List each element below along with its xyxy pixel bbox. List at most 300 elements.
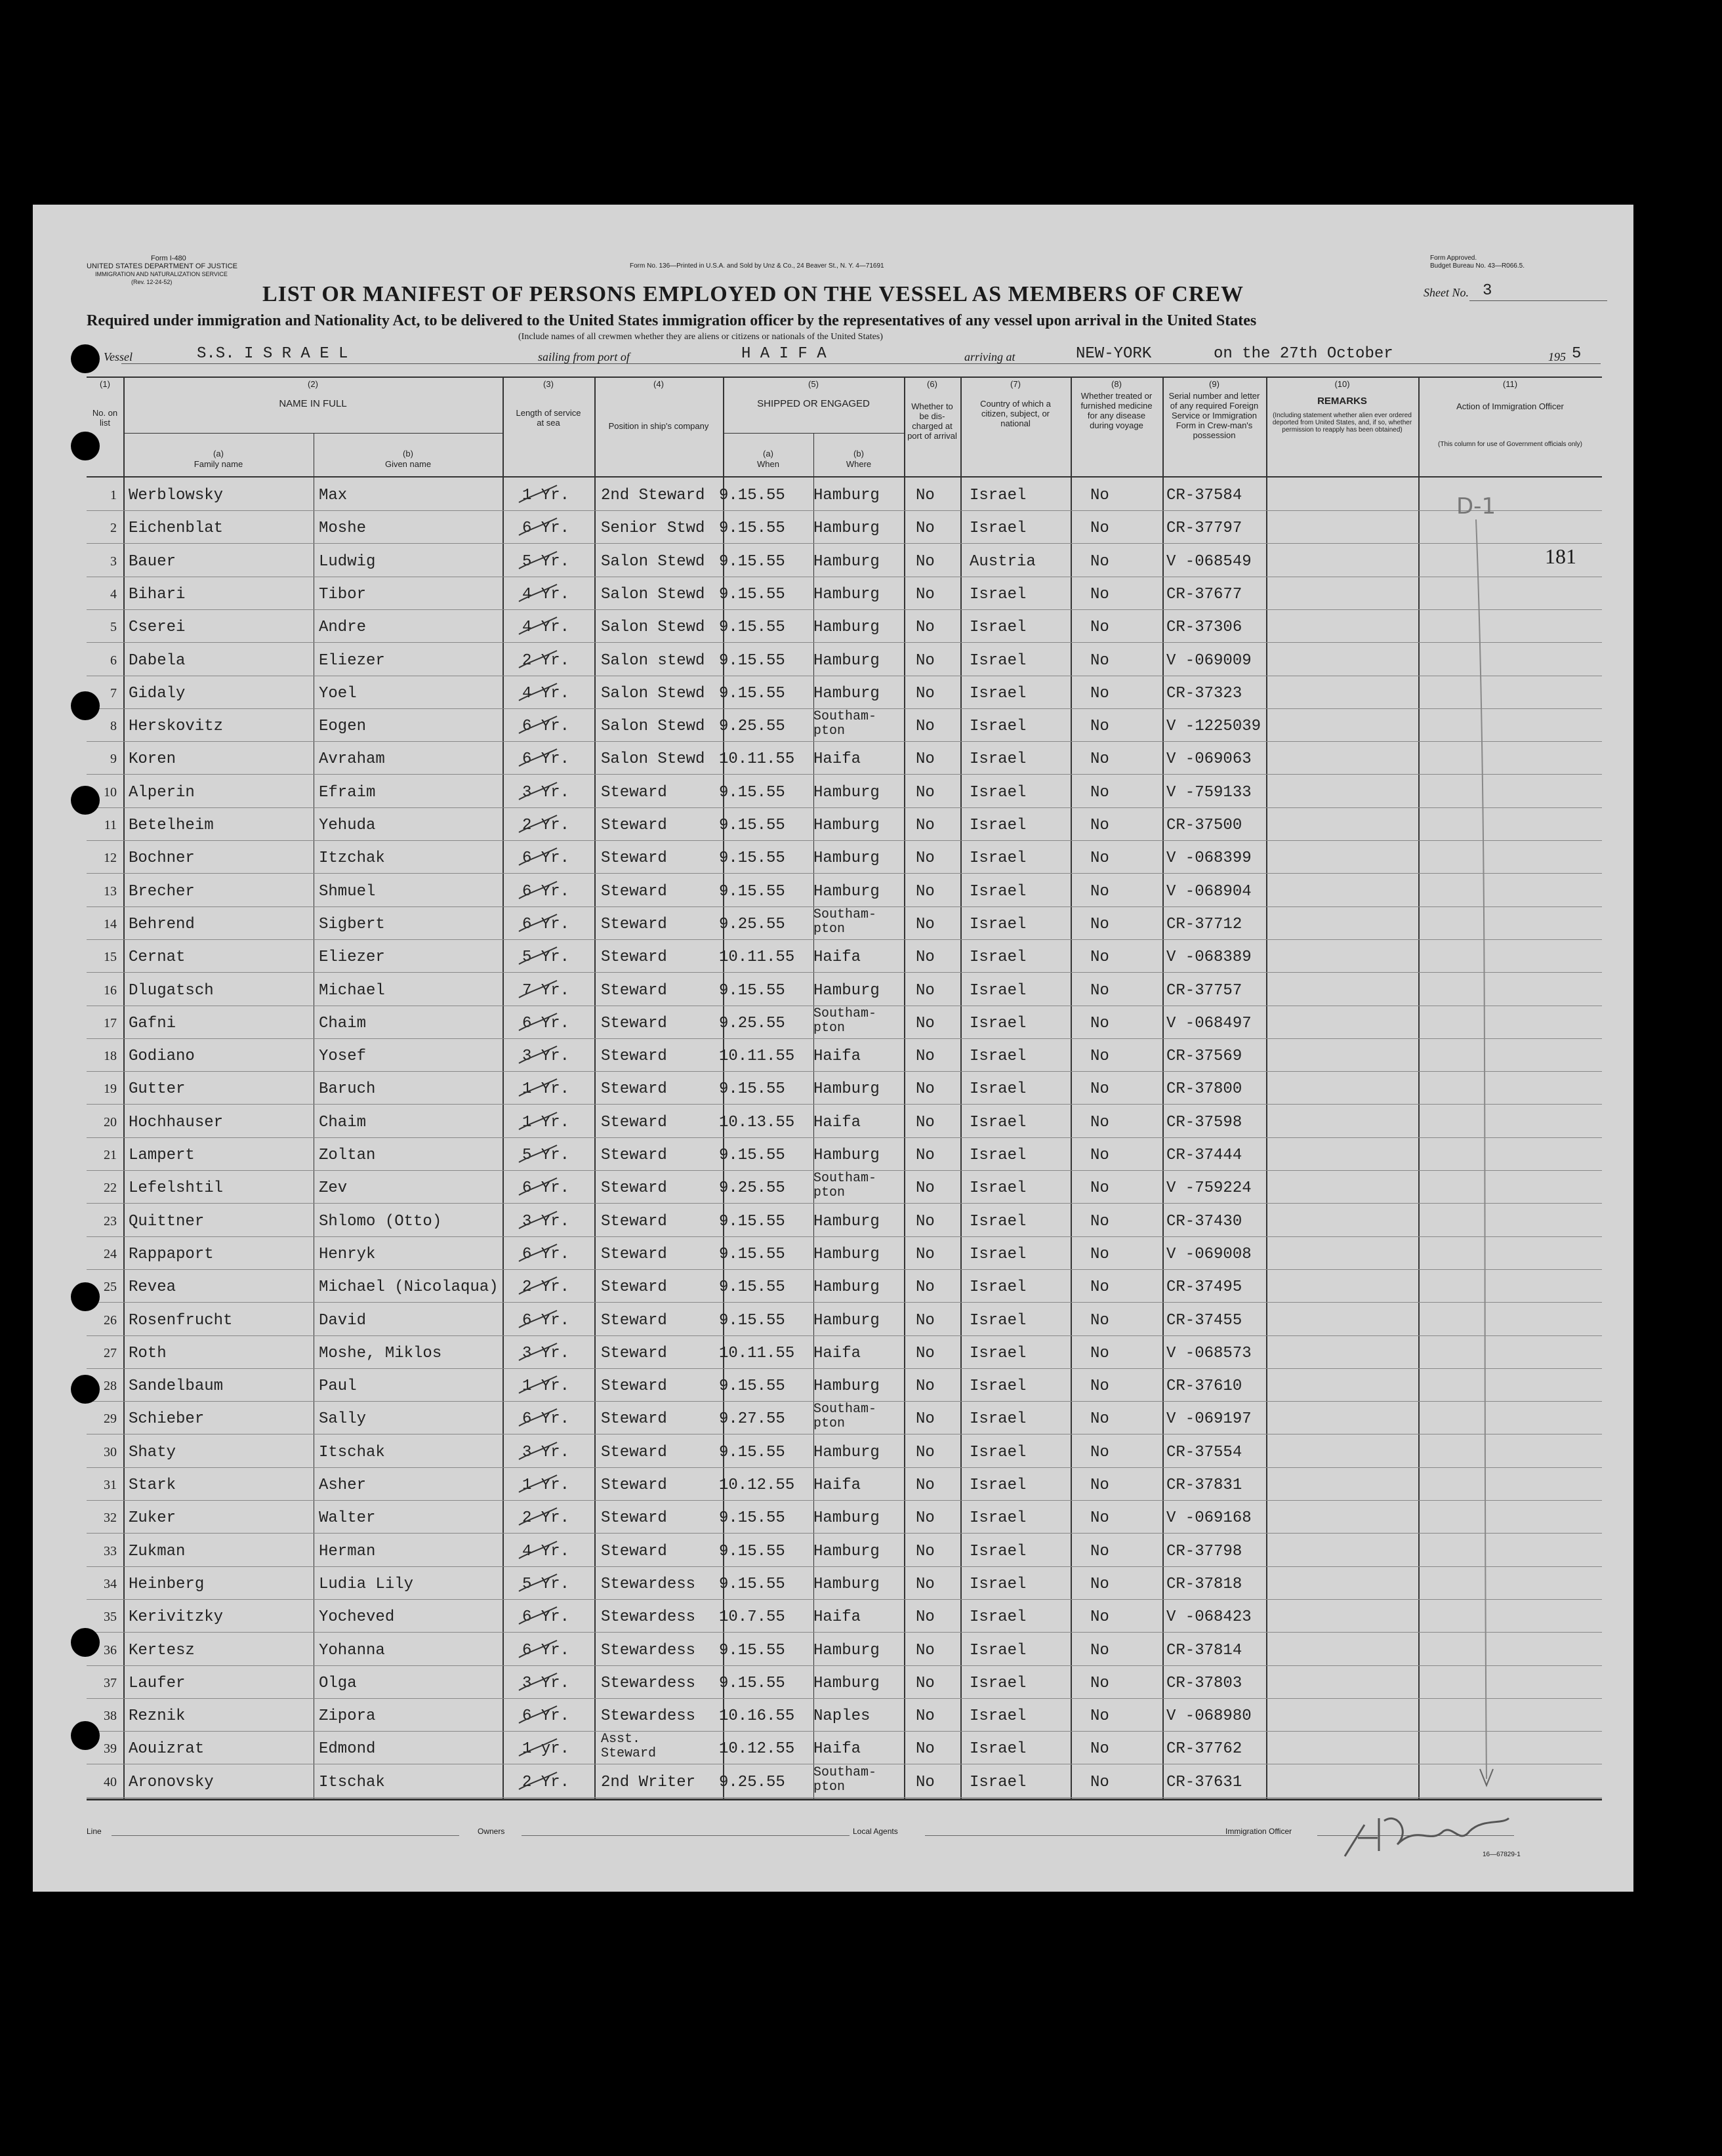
row-number: 14 — [104, 916, 117, 931]
when-cell: 9.15.55 — [719, 1674, 785, 1692]
country-cell: Israel — [970, 783, 1027, 802]
length-cell: 1 yr. — [522, 1740, 570, 1759]
col-name-heading: NAME IN FULL — [279, 398, 347, 409]
serial-cell: CR-37306 — [1166, 619, 1242, 637]
medicine-cell: No — [1090, 783, 1109, 802]
when-cell: 10.13.55 — [719, 1113, 795, 1131]
name-subheader-line — [123, 433, 502, 434]
length-cell: 1 Yr. — [522, 487, 570, 504]
family-name-cell: Rosenfrucht — [129, 1311, 233, 1330]
medicine-cell: No — [1090, 487, 1109, 504]
where-cell: Hamburg — [813, 1377, 880, 1396]
table-row — [33, 1402, 1633, 1435]
country-cell: Israel — [970, 1179, 1027, 1198]
punch-hole — [71, 344, 100, 373]
country-cell: Israel — [970, 981, 1027, 1000]
family-name-cell: Bochner — [129, 849, 195, 868]
row-number: 19 — [104, 1082, 117, 1097]
position-cell: 2nd Steward — [601, 487, 705, 504]
check-mark-icon — [515, 1209, 561, 1231]
check-mark-icon — [515, 1341, 561, 1363]
given-name-cell: Yoel — [319, 684, 357, 702]
position-cell: Stewardess — [601, 1575, 696, 1593]
given-name-cell: Max — [319, 487, 348, 504]
family-name-cell: Heinberg — [129, 1575, 205, 1593]
discharged-cell: No — [916, 1608, 935, 1627]
country-cell: Israel — [970, 1377, 1027, 1396]
check-mark-icon — [515, 978, 561, 1000]
table-row — [33, 1072, 1633, 1105]
footer-agents-label: Local Agents — [853, 1827, 898, 1836]
given-name-cell: Itschak — [319, 1773, 385, 1791]
given-name-cell: Tibor — [319, 585, 367, 603]
sheet-label: Sheet No. — [1424, 286, 1469, 299]
country-cell: Israel — [970, 1707, 1027, 1726]
country-cell: Israel — [970, 585, 1027, 603]
length-cell: 6 Yr. — [522, 1014, 570, 1032]
medicine-cell: No — [1090, 1509, 1109, 1528]
manifest-title: LIST OR MANIFEST OF PERSONS EMPLOYED ON THE VESSEL AS MEMBERS OF CREW — [262, 282, 1244, 306]
discharged-cell: No — [916, 718, 935, 736]
serial-cell: V -068549 — [1166, 552, 1252, 571]
form-approved: Form Approved. — [1430, 254, 1477, 262]
where-cell: Hamburg — [813, 585, 880, 603]
row-divider — [87, 741, 1602, 742]
given-name-cell: Sally — [319, 1410, 367, 1429]
country-cell: Israel — [970, 718, 1027, 736]
row-divider — [87, 1533, 1602, 1534]
serial-cell: V -068573 — [1166, 1344, 1252, 1362]
position-cell: 2nd Writer — [601, 1773, 696, 1791]
check-mark-icon — [515, 945, 561, 967]
position-cell: Stewardess — [601, 1641, 696, 1659]
given-name-cell: Edmond — [319, 1740, 376, 1759]
medicine-cell: No — [1090, 1443, 1109, 1461]
country-cell: Israel — [970, 1542, 1027, 1560]
medicine-cell: No — [1090, 882, 1109, 901]
manifest-sheet — [33, 205, 1633, 1892]
given-name-cell: Michael (Nicolaqua) — [319, 1278, 499, 1297]
length-cell: 2 Yr. — [522, 1773, 570, 1791]
where-cell: Hamburg — [813, 817, 880, 834]
medicine-cell: No — [1090, 915, 1109, 933]
where-cell: Haifa — [813, 1113, 861, 1131]
table-row — [33, 1501, 1633, 1534]
discharged-cell: No — [916, 1113, 935, 1131]
when-cell: 10.12.55 — [719, 1740, 795, 1759]
given-name-cell: Itzchak — [319, 849, 385, 868]
discharged-cell: No — [916, 948, 935, 967]
pencil-arrow-line — [1463, 519, 1502, 1818]
position-cell: Asst. Steward — [601, 1732, 657, 1762]
length-cell: 3 Yr. — [522, 1674, 570, 1692]
row-divider — [87, 1500, 1602, 1501]
country-cell: Israel — [970, 750, 1027, 769]
family-name-cell: Behrend — [129, 915, 195, 933]
family-name-cell: Zuker — [129, 1509, 176, 1528]
row-divider — [87, 1368, 1602, 1369]
row-number: 39 — [104, 1741, 117, 1757]
length-cell: 6 Yr. — [522, 1410, 570, 1429]
given-name-cell: Yosef — [319, 1047, 367, 1066]
where-cell: Hamburg — [813, 487, 880, 504]
when-cell: 9.15.55 — [719, 552, 785, 571]
serial-cell: CR-37610 — [1166, 1377, 1242, 1396]
row-divider — [87, 642, 1602, 643]
country-cell: Israel — [970, 948, 1027, 967]
discharged-cell: No — [916, 619, 935, 637]
country-cell: Israel — [970, 1147, 1027, 1164]
check-mark-icon — [515, 1604, 561, 1627]
where-cell: Hamburg — [813, 882, 880, 901]
table-row — [33, 1337, 1633, 1370]
table-row — [33, 776, 1633, 809]
country-cell: Israel — [970, 1113, 1027, 1131]
row-divider — [87, 1566, 1602, 1567]
check-mark-icon — [515, 1671, 561, 1693]
check-mark-icon — [515, 912, 561, 934]
arrival-date: on the 27th October — [1214, 345, 1393, 363]
family-name-cell: Hochhauser — [129, 1113, 224, 1131]
discharged-cell: No — [916, 750, 935, 769]
row-number: 3 — [110, 554, 117, 569]
country-cell: Israel — [970, 1443, 1027, 1461]
sheet-number: 3 — [1483, 282, 1492, 300]
discharged-cell: No — [916, 1278, 935, 1297]
serial-cell: CR-37598 — [1166, 1113, 1242, 1131]
row-divider — [87, 543, 1602, 544]
medicine-cell: No — [1090, 1773, 1109, 1791]
country-cell: Israel — [970, 619, 1027, 637]
punch-hole — [71, 786, 100, 815]
table-row — [33, 512, 1633, 544]
check-mark-icon — [515, 1076, 561, 1099]
country-cell: Israel — [970, 817, 1027, 834]
length-cell: 2 Yr. — [522, 817, 570, 834]
check-mark-icon — [515, 1736, 561, 1759]
family-name-cell: Sandelbaum — [129, 1377, 224, 1396]
where-cell: Hamburg — [813, 1245, 880, 1263]
col1-number: (1) — [100, 379, 110, 389]
serial-cell: CR-37584 — [1166, 487, 1242, 504]
punch-hole — [71, 691, 100, 720]
when-cell: 9.15.55 — [719, 783, 785, 802]
table-row — [33, 1699, 1633, 1732]
given-name-cell: Herman — [319, 1542, 376, 1560]
check-mark-icon — [515, 1274, 561, 1297]
where-cell: Southam-pton — [813, 906, 877, 937]
discharged-cell: No — [916, 1509, 935, 1528]
when-cell: 9.15.55 — [719, 1575, 785, 1593]
given-name-cell: Zipora — [319, 1707, 376, 1726]
country-cell: Israel — [970, 1311, 1027, 1330]
medicine-cell: No — [1090, 1179, 1109, 1198]
row-divider — [87, 1467, 1602, 1468]
length-cell: 6 Yr. — [522, 718, 570, 736]
discharged-cell: No — [916, 1080, 935, 1099]
footer-owners-underline — [522, 1835, 850, 1836]
given-b-label: (b) — [403, 449, 413, 458]
length-cell: 5 Yr. — [522, 1147, 570, 1164]
length-cell: 1 Yr. — [522, 1080, 570, 1099]
medicine-cell: No — [1090, 1245, 1109, 1263]
serial-cell: V -069197 — [1166, 1410, 1252, 1429]
family-name-cell: Quittner — [129, 1212, 205, 1231]
medicine-cell: No — [1090, 519, 1109, 538]
family-name-cell: Cernat — [129, 948, 186, 967]
where-cell: Hamburg — [813, 1212, 880, 1231]
footer-line-underline — [112, 1835, 459, 1836]
given-name-cell: Chaim — [319, 1113, 367, 1131]
position-cell: Salon Stewd — [601, 552, 705, 571]
family-name-cell: Koren — [129, 750, 176, 769]
family-name-cell: Godiano — [129, 1047, 195, 1066]
position-cell: Steward — [601, 1179, 667, 1198]
table-row — [33, 941, 1633, 973]
country-cell: Israel — [970, 1212, 1027, 1231]
serial-cell: CR-37800 — [1166, 1080, 1242, 1099]
row-divider — [87, 807, 1602, 808]
family-name-cell: Dabela — [129, 651, 186, 670]
row-number: 20 — [104, 1114, 117, 1129]
medicine-cell: No — [1090, 1377, 1109, 1396]
position-cell: Steward — [601, 948, 667, 967]
when-cell: 9.15.55 — [719, 1377, 785, 1396]
action-note: (This column for use of Government officials only) — [1438, 441, 1582, 448]
row-divider — [87, 1071, 1602, 1072]
discharged-cell: No — [916, 487, 935, 504]
given-name-cell: Asher — [319, 1476, 367, 1494]
row-number: 35 — [104, 1610, 117, 1625]
country-cell: Israel — [970, 1476, 1027, 1494]
where-cell: Hamburg — [813, 1147, 880, 1164]
when-cell: 9.15.55 — [719, 817, 785, 834]
revision: (Rev. 12-24-52) — [131, 279, 173, 285]
when-cell: 10.11.55 — [719, 1344, 795, 1362]
col11-number: (11) — [1502, 379, 1518, 389]
check-mark-icon — [515, 582, 561, 604]
col-serial-heading: Serial number and letter of any required Foreign Service or Immigration Form in Crew-man's possession — [1168, 391, 1260, 440]
subtitle-note: (Include names of all crewmen whether they are aliens or citizens or nationals of the United States) — [518, 332, 883, 342]
where-b-label: (b) — [853, 449, 864, 458]
discharged-cell: No — [916, 1410, 935, 1429]
medicine-cell: No — [1090, 1212, 1109, 1231]
country-cell: Israel — [970, 849, 1027, 868]
service: IMMIGRATION AND NATURALIZATION SERVICE — [95, 271, 228, 277]
row-number: 17 — [104, 1015, 117, 1030]
position-cell: Salon Stewd — [601, 750, 705, 769]
discharged-cell: No — [916, 915, 935, 933]
row-number: 12 — [104, 851, 117, 866]
length-cell: 6 Yr. — [522, 1707, 570, 1726]
footer-agents-underline — [925, 1835, 1240, 1836]
medicine-cell: No — [1090, 1147, 1109, 1164]
table-row — [33, 1304, 1633, 1337]
when-a-label: (a) — [763, 449, 773, 458]
serial-cell: V -068423 — [1166, 1608, 1252, 1627]
family-name-cell: Roth — [129, 1344, 167, 1362]
row-number: 32 — [104, 1511, 117, 1526]
serial-cell: CR-37323 — [1166, 684, 1242, 702]
position-cell: Steward — [601, 1476, 667, 1494]
when-cell: 9.15.55 — [719, 1509, 785, 1528]
country-cell: Israel — [970, 1509, 1027, 1528]
family-name-cell: Alperin — [129, 783, 195, 802]
given-name-cell: Itschak — [319, 1443, 385, 1461]
family-name-cell: Eichenblat — [129, 519, 224, 538]
given-name-cell: Moshe — [319, 519, 367, 538]
position-cell: Steward — [601, 1047, 667, 1066]
given-name-cell: Shlomo (Otto) — [319, 1212, 442, 1231]
discharged-cell: No — [916, 651, 935, 670]
length-cell: 3 Yr. — [522, 1047, 570, 1066]
country-cell: Israel — [970, 1674, 1027, 1692]
check-mark-icon — [515, 1770, 561, 1792]
when-cell: 9.15.55 — [719, 882, 785, 901]
check-mark-icon — [515, 648, 561, 670]
row-divider — [87, 510, 1602, 511]
serial-cell: CR-37455 — [1166, 1311, 1242, 1330]
position-cell: Steward — [601, 1147, 667, 1164]
country-cell: Israel — [970, 1344, 1027, 1362]
when-cell: 10.11.55 — [719, 948, 795, 967]
where-cell: Hamburg — [813, 1575, 880, 1593]
position-cell: Steward — [601, 1014, 667, 1032]
when-cell: 9.15.55 — [719, 487, 785, 504]
given-name-cell: Walter — [319, 1509, 376, 1528]
length-cell: 2 Yr. — [522, 651, 570, 670]
row-number: 8 — [110, 719, 117, 734]
position-cell: Steward — [601, 1377, 667, 1396]
table-row — [33, 644, 1633, 677]
where-cell: Haifa — [813, 948, 861, 967]
serial-cell: V -1225039 — [1166, 718, 1261, 736]
check-mark-icon — [515, 879, 561, 901]
row-divider — [87, 873, 1602, 874]
table-row — [33, 1007, 1633, 1040]
family-name-cell: Schieber — [129, 1410, 205, 1429]
discharged-cell: No — [916, 519, 935, 538]
table-row — [33, 908, 1633, 941]
row-number: 4 — [110, 586, 117, 601]
country-cell: Israel — [970, 915, 1027, 933]
where-cell: Hamburg — [813, 1278, 880, 1297]
country-cell: Israel — [970, 1641, 1027, 1659]
country-cell: Israel — [970, 1410, 1027, 1429]
table-row — [33, 1436, 1633, 1469]
serial-cell: CR-37757 — [1166, 981, 1242, 1000]
row-number: 36 — [104, 1642, 117, 1658]
col-position-heading: Position in ship's company — [608, 421, 709, 431]
length-cell: 6 Yr. — [522, 1179, 570, 1198]
pencil-note: D-1 — [1456, 493, 1496, 519]
row-number: 2 — [110, 521, 117, 536]
check-mark-icon — [515, 1572, 561, 1594]
where-cell: Hamburg — [813, 552, 880, 571]
serial-cell: CR-37818 — [1166, 1575, 1242, 1593]
budget-bureau: Budget Bureau No. 43—R066.5. — [1430, 262, 1525, 270]
row-divider — [87, 1335, 1602, 1336]
country-cell: Israel — [970, 1047, 1027, 1066]
given-name-cell: Ludia Lily — [319, 1575, 414, 1593]
country-cell: Israel — [970, 684, 1027, 702]
col-shipped-heading: SHIPPED OR ENGAGED — [757, 398, 870, 409]
check-mark-icon — [515, 714, 561, 736]
row-number: 9 — [110, 752, 117, 767]
col7-number: (7) — [1010, 379, 1021, 389]
where-cell: Hamburg — [813, 783, 880, 802]
col-discharged-heading: Whether to be dis-charged at port of arrival — [907, 401, 957, 441]
medicine-cell: No — [1090, 817, 1109, 834]
medicine-cell: No — [1090, 1575, 1109, 1593]
length-cell: 6 Yr. — [522, 519, 570, 538]
when-cell: 9.15.55 — [719, 651, 785, 670]
length-cell: 4 Yr. — [522, 1542, 570, 1560]
given-name-cell: Sigbert — [319, 915, 385, 933]
row-number: 40 — [104, 1774, 117, 1789]
length-cell: 3 Yr. — [522, 1443, 570, 1461]
position-cell: Salon Stewd — [601, 619, 705, 637]
when-cell: 9.15.55 — [719, 1212, 785, 1231]
row-divider — [87, 1203, 1602, 1204]
footer-owners-label: Owners — [478, 1827, 505, 1836]
footer-line-label: Line — [87, 1827, 102, 1836]
remarks-note: (Including statement whether alien ever ordered deported from United States, and, if so, whether permission to reapply has been obtained) — [1272, 412, 1412, 434]
where-cell: Southam-pton — [813, 709, 877, 739]
col10-number: (10) — [1334, 379, 1350, 389]
check-mark-icon — [515, 1175, 561, 1198]
where-cell: Hamburg — [813, 1509, 880, 1528]
country-cell: Israel — [970, 1740, 1027, 1759]
given-name-cell: Eliezer — [319, 948, 385, 967]
col-length-heading: Length of service at sea — [516, 408, 581, 428]
discharged-cell: No — [916, 981, 935, 1000]
family-name-cell: Gidaly — [129, 684, 186, 702]
medicine-cell: No — [1090, 750, 1109, 769]
table-row — [33, 1370, 1633, 1402]
check-mark-icon — [515, 1308, 561, 1330]
row-number: 15 — [104, 950, 117, 965]
medicine-cell: No — [1090, 718, 1109, 736]
medicine-cell: No — [1090, 981, 1109, 1000]
when-cell: 10.11.55 — [719, 750, 795, 769]
where-cell: Hamburg — [813, 619, 880, 637]
serial-cell: V -069009 — [1166, 651, 1252, 670]
position-cell: Steward — [601, 1410, 667, 1429]
length-cell: 1 Yr. — [522, 1113, 570, 1131]
col-medicine-heading: Whether treated or furnished medicine for any disease during voyage — [1080, 391, 1153, 430]
medicine-cell: No — [1090, 1608, 1109, 1627]
row-number: 5 — [110, 620, 117, 635]
length-cell: 2 Yr. — [522, 1278, 570, 1297]
country-cell: Israel — [970, 1608, 1027, 1627]
vessel-underline — [121, 363, 1601, 364]
discharged-cell: No — [916, 1641, 935, 1659]
medicine-cell: No — [1090, 1047, 1109, 1066]
family-name-cell: Stark — [129, 1476, 176, 1494]
length-cell: 6 Yr. — [522, 1641, 570, 1659]
where-cell: Haifa — [813, 1476, 861, 1494]
where-cell: Hamburg — [813, 519, 880, 538]
when-cell: 9.15.55 — [719, 1245, 785, 1263]
position-cell: Steward — [601, 882, 667, 901]
when-cell: 9.15.55 — [719, 585, 785, 603]
table-row — [33, 1205, 1633, 1238]
position-cell: Steward — [601, 1509, 667, 1528]
position-cell: Stewardess — [601, 1608, 696, 1627]
row-divider — [87, 1302, 1602, 1303]
position-cell: Steward — [601, 1212, 667, 1231]
